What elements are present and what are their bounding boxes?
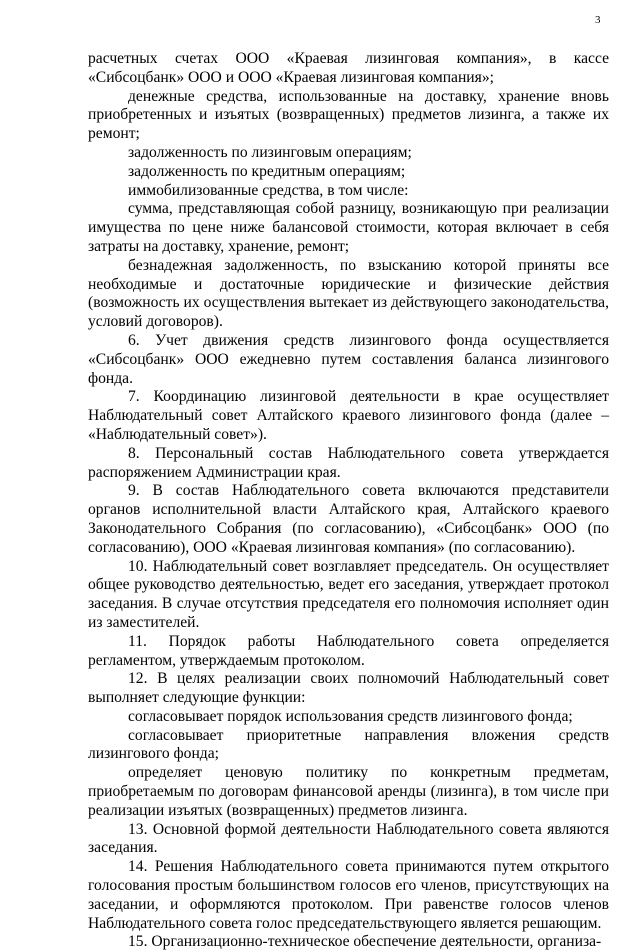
paragraph-item-7: 7. Координацию лизинговой деятельности в крае осуществляет Наблюдательный совет Алтайского краевого лизингового фонда (далее – «Наблюдательный совет»). [88, 388, 609, 443]
paragraph: задолженность по лизинговым операциям; [128, 143, 412, 161]
paragraph: согласовывает приоритетные направления вложения средств лизингового фонда; [88, 726, 609, 763]
paragraph-item-9: 9. В состав Наблюдательного совета включаются представители органов исполнительной власти Алтайского края, Алтайского краевого Законодательного Собрания (по согласованию), «Сибсоцбанк» ООО (по согласованию), ООО «Краевая лизинговая компания» (по согласованию). [88, 482, 609, 556]
paragraph-item-13: 13. Основной формой деятельности Наблюдательного совета являются заседания. [88, 820, 609, 857]
paragraph-item-10: 10. Наблюдательный совет возглавляет председатель. Он осуществляет общее руководство деятельностью, ведет его заседания, утверждает протокол заседания. В случае отсутствия председателя его полномочия исполняет один из заместителей. [88, 557, 609, 631]
paragraph: безнадежная задолженность, по взысканию которой приняты все необходимые и достаточные юридические и физические действия (возможность их осуществления вытекает из действующего законодательства, условий договоров). [88, 256, 609, 331]
paragraph-item-14: 14. Решения Наблюдательного совета принимаются путем открытого голосования простым большинством голосов его членов, присутствующих на заседании, и оформляются протоколом. При равенстве голосов членов Наблюдательного совета голос председательствующего является решающим. [88, 858, 609, 932]
paragraph-item-6: 6. Учет движения средств лизингового фонда осуществляется «Сибсоцбанк» ООО ежедневно путем составления баланса лизингового фонда. [88, 331, 609, 387]
paragraph: согласовывает порядок использования средств лизингового фонда; [128, 707, 573, 725]
paragraph: денежные средства, использованные на доставку, хранение вновь приобретенных и изъятых (возвращенных) предметов лизинга, а также их ремонт; [88, 87, 609, 143]
paragraph-item-15: 15. Организационно-техническое обеспечение деятельности, организа- [128, 933, 602, 951]
document-body [88, 50, 609, 952]
page-number: 3 [595, 14, 601, 26]
paragraph: задолженность по кредитным операциям; [128, 162, 406, 180]
paragraph-item-8: 8. Персональный состав Наблюдательного совета утверждается распоряжением Администрации края. [88, 444, 609, 481]
paragraph-item-11: 11. Порядок работы Наблюдательного совета определяется регламентом, утверждаемым протоколом. [88, 632, 609, 669]
paragraph: сумма, представляющая собой разницу, возникающую при реализации имущества по цене ниже балансовой стоимости, которая включает в себя затраты на доставку, хранение, ремонт; [88, 200, 609, 255]
paragraph: расчетных счетах ООО «Краевая лизинговая компания», в кассе «Сибсоцбанк» ООО и ООО «Краевая лизинговая компания»; [88, 50, 609, 86]
paragraph: иммобилизованные средства, в том числе: [128, 181, 409, 199]
paragraph-item-12: 12. В целях реализации своих полномочий Наблюдательный совет выполняет следующие функции: [88, 670, 609, 707]
paragraph: определяет ценовую политику по конкретным предметам, приобретаемым по договорам финансовой аренды (лизинга), в том числе при реализации изъятых (возвращенных) предметов лизинга. [88, 764, 609, 819]
